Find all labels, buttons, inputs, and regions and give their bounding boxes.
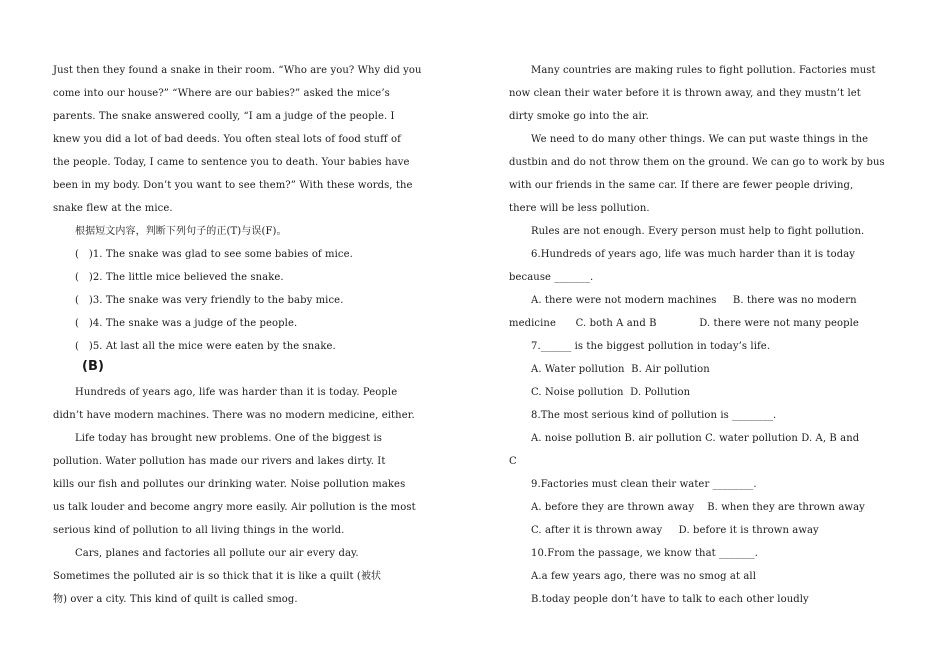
story-line: the people. Today, I came to sentence you to death. Your babies have <box>53 157 410 168</box>
passage-line: pollution. Water pollution has made our rivers and lakes dirty. It <box>53 456 386 467</box>
passage-line: now clean their water before it is thrown away, and they mustn’t let <box>509 88 861 99</box>
section-b-heading: (B) <box>82 359 105 374</box>
tf-item: ( )2. The little mice believed the snake. <box>75 272 284 283</box>
story-line: snake flew at the mice. <box>53 203 173 214</box>
question-option-line: B.today people don’t have to talk to each other loudly <box>531 594 809 605</box>
passage-line: Rules are not enough. Every person must help to fight pollution. <box>531 226 865 237</box>
question-option-line: A. before they are thrown away B. when they are thrown away <box>531 502 865 513</box>
story-line: parents. The snake answered coolly, “I am a judge of the people. I <box>53 111 395 122</box>
passage-line: Life today has brought new problems. One of the biggest is <box>75 433 383 444</box>
passage-line: there will be less pollution. <box>509 203 650 214</box>
question-option-line: C <box>509 456 517 467</box>
tf-item: ( )5. At last all the mice were eaten by the snake. <box>75 341 336 352</box>
story-line: come into our house?” “Where are our babies?” asked the mice’s <box>53 88 390 99</box>
passage-line: didn’t have modern machines. There was no modern medicine, either. <box>53 410 415 421</box>
passage-line: We need to do many other things. We can put waste things in the <box>531 134 869 145</box>
question-line: because _______. <box>509 272 594 283</box>
passage-line: Many countries are making rules to fight pollution. Factories must <box>531 65 876 76</box>
tf-item: ( )3. The snake was very friendly to the baby mice. <box>75 295 344 306</box>
question-line: 8.The most serious kind of pollution is ________. <box>531 410 777 421</box>
question-option-line: A.a few years ago, there was no smog at all <box>531 571 757 582</box>
question-line: 9.Factories must clean their water ________. <box>531 479 757 490</box>
question-line: 7.______ is the biggest pollution in today’s life. <box>531 341 771 352</box>
passage-line: Cars, planes and factories all pollute our air every day. <box>75 548 359 559</box>
passage-line: dustbin and do not throw them on the ground. We can go to work by bus <box>509 157 885 168</box>
tf-item: ( )1. The snake was glad to see some babies of mice. <box>75 249 353 260</box>
question-line: 6.Hundreds of years ago, life was much harder than it is today <box>531 249 856 260</box>
passage-line: serious kind of pollution to all living things in the world. <box>53 525 345 536</box>
question-line: 10.From the passage, we know that _______. <box>531 548 759 559</box>
tf-instruction: 根据短文内容，判断下列句子的正(T)与误(F)。 <box>75 226 287 237</box>
story-line: been in my body. Don’t you want to see them?” With these words, the <box>53 180 413 191</box>
question-option-line: medicine C. both A and B D. there were not many people <box>509 318 859 329</box>
passage-line: Sometimes the polluted air is so thick that it is like a quilt (被状 <box>53 571 382 582</box>
passage-line: 物) over a city. This kind of quilt is called smog. <box>53 594 298 605</box>
question-option-line: A. noise pollution B. air pollution C. water pollution D. A, B and <box>531 433 860 444</box>
question-option-line: A. Water pollution B. Air pollution <box>531 364 710 375</box>
passage-line: with our friends in the same car. If there are fewer people driving, <box>509 180 854 191</box>
question-option-line: A. there were not modern machines B. there was no modern <box>531 295 857 306</box>
passage-line: kills our fish and pollutes our drinking water. Noise pollution makes <box>53 479 406 490</box>
question-option-line: C. after it is thrown away D. before it is thrown away <box>531 525 819 536</box>
passage-line: Hundreds of years ago, life was harder than it is today. People <box>75 387 398 398</box>
story-line: Just then they found a snake in their room. “Who are you? Why did you <box>53 65 422 76</box>
tf-item: ( )4. The snake was a judge of the people. <box>75 318 298 329</box>
passage-line: dirty smoke go into the air. <box>509 111 649 122</box>
story-line: knew you did a lot of bad deeds. You often steal lots of food stuff of <box>53 134 401 145</box>
passage-line: us talk louder and become angry more easily. Air pollution is the most <box>53 502 416 513</box>
question-option-line: C. Noise pollution D. Pollution <box>531 387 691 398</box>
